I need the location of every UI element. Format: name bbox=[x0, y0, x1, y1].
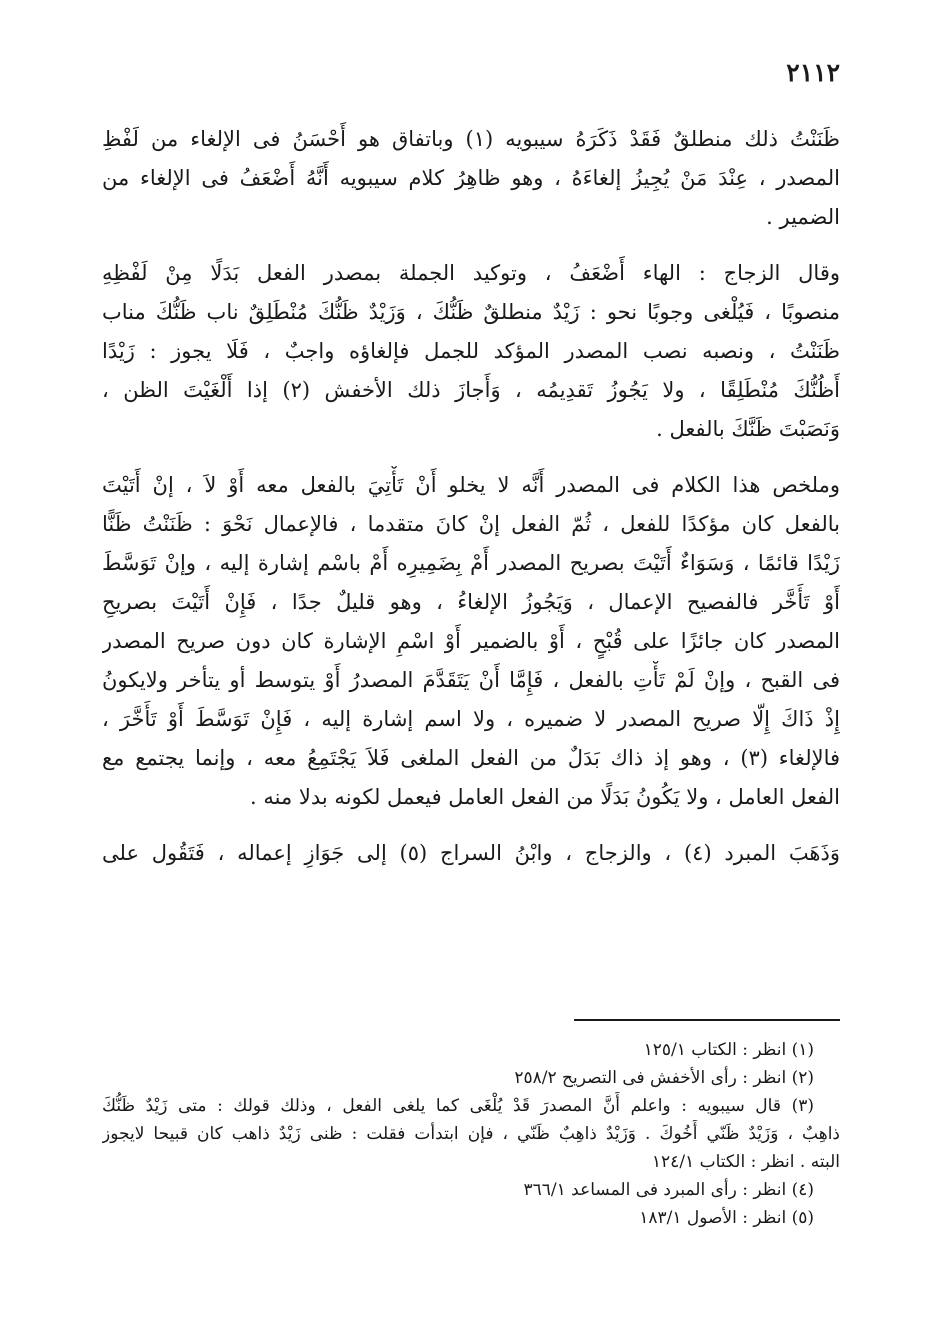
footnote-5: (٥) انظر : الأصول ١٨٣/١ bbox=[639, 1208, 814, 1228]
text-line: الفعل العامل ، ولا يَكُونُ بَدَلًا من الفعل العامل فيعمل لكونه بدلا منه . bbox=[250, 785, 840, 809]
footnote-3-continued: ذاهِبٌ ، وَزَيْدٌ ظَنّي أَخُوكَ . وَزَيْدٌ ذاهِبٌ ظَنّي ، فإن ابتدأت فقلت : ظنى زَيْدٌ ذاهب كان قبيحا لايجوز bbox=[102, 1124, 840, 1144]
footnote-4: (٤) انظر : رأى المبرد فى المساعد ٣٦٦/١ bbox=[523, 1180, 814, 1200]
text-line: إِذْ ذَاكَ إِلّا صريح المصدر لا ضميره ، ولا اسم إشارة إليه ، فَإِنْ تَوَسَّطَ أَوْ تَأَخَّرَ ، bbox=[102, 707, 840, 731]
main-text bbox=[102, 120, 840, 873]
text-line: أَوْ تَأَخَّر فالفصيح الإعمال ، وَيَجُوزُ الإلغاءُ ، وهو قليلٌ جدًا ، فَإِنْ أَتَيْتَ بصريحِ bbox=[102, 590, 840, 614]
text-line: المصدر ، عِنْدَ مَنْ يُجِيزُ إلغاءَهُ ، وهو ظاهِرُ كلام سيبويه أَنَّهُ أَضْعَفُ فى الإلغاء من bbox=[102, 166, 840, 190]
footnote-1: (١) انظر : الكتاب ١٢٥/١ bbox=[643, 1040, 814, 1060]
text-line: منصوبًا ، فَيُلْغى وجوبًا نحو : زَيْدٌ منطلقٌ ظَنُّكَ ، وَزَيْدٌ ظَنُّكَ مُنْطَلِقٌ ناب ظَنُّكَ مناب bbox=[102, 300, 840, 324]
text-line: المصدر كان جائزًا على قُبْحٍ ، أَوْ بالضمير أَوْ اسْمِ الإشارة كان دون صريح المصدر bbox=[102, 629, 840, 653]
text-line: ظَنَنْتُ ، ونصبه نصب المصدر المؤكد للجمل فإلغاؤه واجبٌ ، فَلَا يجوز : زَيْدًا bbox=[102, 339, 840, 363]
footnote-3: (٣) قال سيبويه : واعلم أَنَّ المصدرَ قَدْ يُلْغَى كما يلغى الفعل ، وذلك قولك : متى زَيْدٌ ظَنُّكَ bbox=[102, 1096, 814, 1116]
page-number: ٢١١٢ bbox=[786, 58, 840, 87]
text-line: وقال الزجاج : الهاء أَضْعَفُ ، وتوكيد الجملة بمصدر الفعل بَدَلًا مِنْ لَفْظِهِ bbox=[102, 261, 840, 285]
text-line: بالفعل كان مؤكدًا للفعل ، ثُمّ الفعل إنْ كانَ متقدما ، فالإعمال نَحْوَ : ظَنَنْتُ ظَنًّا bbox=[102, 512, 840, 536]
text-line: زَيْدًا قائمًا ، وَسَوَاءٌ أَتَيْتَ بصريح المصدر أَمْ بِضَمِيرِه أَمْ باسْم إشارة إليه ، وإنْ تَوَسَّطَ bbox=[102, 551, 840, 575]
footnote-separator bbox=[574, 1019, 840, 1021]
text-line: وملخص هذا الكلام فى المصدر أَنَّه لا يخلو أَنْ تَأْتِيَ بالفعل معه أَوْ لاَ ، إنْ أَتَيْتَ bbox=[102, 473, 840, 497]
footnotes bbox=[102, 1036, 840, 1232]
text-line: أَظُنُّكَ مُنْطَلِقًا ، ولا يَجُوزُ تَقدِيمُه ، وَأَجازَ ذلك الأخفش (٢) إذا أَلْغَيْتَ الظن ، bbox=[102, 378, 840, 402]
text-line: فالإلغاء (٣) ، وهو إذ ذاك بَدَلٌ من الفعل الملغى فَلاَ يَجْتَمِعُ معه ، وإنما يجتمع مع bbox=[102, 746, 840, 770]
paragraph-4 bbox=[102, 834, 840, 873]
paragraph-3 bbox=[102, 466, 840, 817]
paragraph-1 bbox=[102, 120, 840, 237]
text-line: الضمير . bbox=[766, 205, 840, 229]
footnote-2: (٢) انظر : رأى الأخفش فى التصريح ٢٥٨/٢ bbox=[514, 1068, 814, 1088]
text-line: وَذَهَبَ المبرد (٤) ، والزجاج ، وابْنُ السراج (٥) إلى جَوَازِ إعماله ، فَتَقُول على bbox=[102, 841, 840, 865]
text-line: فى القبح ، وإنْ لَمْ تَأْتِ بالفعل ، فَإِمَّا أَنْ يَتَقَدَّمَ المصدرُ أَوْ يتوسط أو يتأخر ولايكونُ bbox=[102, 668, 840, 692]
paragraph-2 bbox=[102, 254, 840, 449]
text-line: وَنَصَبْتَ ظَنَّكَ بالفعل . bbox=[656, 417, 840, 441]
footnote-3-continued: البته . انظر : الكتاب ١٢٤/١ bbox=[651, 1152, 840, 1172]
text-line: ظَنَنْتُ ذلك منطلقٌ فَقَدْ ذَكَرَهُ سيبويه (١) وباتفاق هو أَحْسَنُ فى الإلغاء من لَفْظِ bbox=[102, 127, 840, 151]
